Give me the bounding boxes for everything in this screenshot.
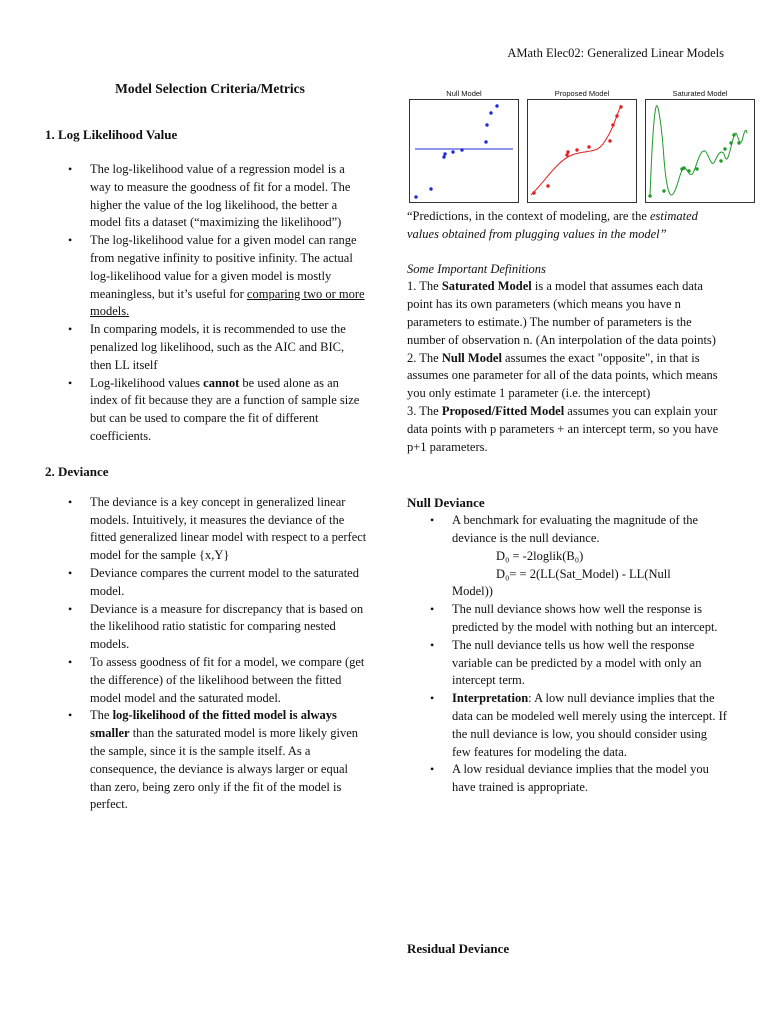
left-column xyxy=(45,78,367,814)
definition-text: assumes the exact "opposite", in that is assumes one parameter for all of the data points, which means you only estimate 1 parameter (i.e. the intercept) xyxy=(407,350,718,401)
list-item xyxy=(90,321,367,374)
list-item-text: The log-likelihood value for a given model can range from negative infinity to positive infinity. The actual log-likelihood value for a given model is mostly meaningless, but it’s useful for xyxy=(90,233,357,301)
data-point xyxy=(719,159,722,162)
definition-proposed xyxy=(407,403,727,456)
formula-line: D₀ = -2loglik(B₀) xyxy=(496,548,584,563)
list-item xyxy=(90,601,367,654)
formula-line: D₀= = 2(LL(Sat_Model) - LL(Null xyxy=(496,566,671,581)
definition-null xyxy=(407,350,727,403)
data-point xyxy=(451,150,454,153)
list-item xyxy=(90,494,367,565)
data-point xyxy=(565,153,568,156)
figure-title: Saturated Model xyxy=(672,89,728,98)
null-deviance-heading: Null Deviance xyxy=(407,495,485,511)
list-item-text: : A low null deviance implies that the data can be modeled well merely using the intercept. If the null deviance is low, you should consider using few features for modeling the data. xyxy=(452,691,727,759)
right-column xyxy=(407,88,727,797)
section-heading-deviance: 2. Deviance xyxy=(45,463,109,479)
data-point xyxy=(732,133,735,136)
data-point xyxy=(648,194,651,197)
definition-text: 3. The xyxy=(407,403,442,418)
data-point xyxy=(414,195,417,198)
list-item-text: The xyxy=(90,708,113,723)
list-item-text: be used alone as an index of fit because they are a function of sample size but can be used to compare the fit of different coefficients. xyxy=(90,375,360,443)
data-point xyxy=(566,150,569,153)
list-item xyxy=(452,601,727,637)
section-heading-log-likelihood: 1. Log Likelihood Value xyxy=(45,127,178,142)
data-point xyxy=(662,189,665,192)
residual-deviance-heading: Residual Deviance xyxy=(407,941,510,956)
bold-text: Proposed/Fitted Model xyxy=(441,403,565,418)
data-point xyxy=(695,167,698,170)
data-point xyxy=(489,111,492,114)
bold-text: Interpretation xyxy=(452,691,529,706)
list-item-text: The null deviance tells us how well the response variable can be predicted by a model with only an intercept term. xyxy=(452,637,702,688)
list-item xyxy=(452,637,727,690)
data-point xyxy=(484,140,487,143)
definition-saturated xyxy=(407,278,727,349)
model-figures xyxy=(409,88,727,203)
formula-continuation: Model)) xyxy=(452,584,493,599)
data-point xyxy=(682,166,685,169)
list-item xyxy=(90,232,367,321)
definition-text: 1. The xyxy=(407,279,442,294)
data-point xyxy=(608,139,611,142)
quote-text: “Predictions, in the context of modeling, are the xyxy=(407,209,650,223)
list-item xyxy=(90,707,367,814)
data-point xyxy=(619,105,622,108)
quote-italic-text: estimated values obtained from plugging values in the model” xyxy=(407,209,698,241)
figure-title: Null Model xyxy=(446,89,482,98)
list-item-text: The deviance is a key concept in generalized linear models. Intuitively, it measures the deviance of the fitted generalized linear model with respect to a perfect model for the sample {x,Y} xyxy=(90,494,367,563)
list-item-text: The log-likelihood value of a regression model is a way to measure the goodness of fit for a model. The higher the value of the log likelihood, the better a model fits a dataset (“maximizing the likelihood”) xyxy=(90,162,351,230)
list-item-text: A benchmark for evaluating the magnitude of the deviance is the null deviance. xyxy=(452,513,699,545)
plot-frame xyxy=(528,100,637,203)
list-item-text: In comparing models, it is recommended to use the penalized log likelihood, such as the AIC and BIC, then LL itself xyxy=(90,322,346,372)
definition-text: is a model that assumes each data point has its own parameters (which means you have n parameters to estimate.) The number of parameters is the number of observation n. (An interpolation of the data points) xyxy=(407,279,716,347)
definitions-heading: Some Important Definitions xyxy=(407,261,546,276)
data-point xyxy=(687,169,690,172)
plot-frame xyxy=(410,100,519,203)
bold-text: cannot xyxy=(203,375,240,390)
definition-text: assumes you can explain your data points with p parameters + an intercept term, so you have p+1 parameters. xyxy=(407,403,719,454)
list-item-text: Log-likelihood values xyxy=(90,375,204,390)
list-item xyxy=(90,375,367,446)
underlined-text: comparing two or more models. xyxy=(90,286,365,319)
data-point xyxy=(495,104,498,107)
data-point xyxy=(546,184,549,187)
list-item-text: Deviance is a measure for discrepancy that is based on the likelihood ratio statistic for comparing nested models. xyxy=(90,601,364,652)
data-point xyxy=(615,114,618,117)
data-point xyxy=(443,152,446,155)
data-point xyxy=(587,145,590,148)
deviance-list xyxy=(45,494,367,814)
list-item xyxy=(90,654,367,707)
null-model-plot xyxy=(409,99,519,203)
proposed-model-plot xyxy=(527,99,637,203)
list-item xyxy=(452,690,727,761)
figure-title: Proposed Model xyxy=(554,89,610,98)
data-point xyxy=(723,147,726,150)
definition-text: 2. The xyxy=(407,350,442,365)
data-point xyxy=(737,141,740,144)
list-item-text: than the saturated model is more likely given the sample, since it is the sample itself. As a consequence, the deviance is always larger or equal than zero, being zero only if the fit of the model is perfect. xyxy=(90,726,358,812)
list-item-text: The null deviance shows how well the response is predicted by the model with nothing but an intercept. xyxy=(452,602,718,634)
running-header: AMath Elec02: Generalized Linear Models xyxy=(507,46,724,60)
data-point xyxy=(429,187,432,190)
saturated-model-figure xyxy=(645,88,755,203)
list-item xyxy=(452,512,727,601)
data-point xyxy=(460,148,463,151)
data-point xyxy=(729,141,732,144)
data-point xyxy=(575,148,578,151)
saturated-model-plot xyxy=(645,99,755,203)
null-model-figure xyxy=(409,88,519,203)
data-point xyxy=(611,123,614,126)
plot-frame xyxy=(646,100,755,203)
log-likelihood-list xyxy=(45,161,367,446)
list-item-text: A low residual deviance implies that the model you have trained is appropriate. xyxy=(452,762,709,795)
bold-text: Null Model xyxy=(441,350,502,365)
bold-text: Saturated Model xyxy=(441,279,532,294)
page-title: Model Selection Criteria/Metrics xyxy=(115,81,305,96)
data-point xyxy=(442,155,445,158)
data-point xyxy=(485,123,488,126)
list-item xyxy=(90,161,367,232)
list-item xyxy=(452,761,727,797)
bold-text: log-likelihood of the fitted model is always smaller xyxy=(90,708,337,741)
list-item xyxy=(90,565,367,601)
list-item-text: To assess goodness of fit for a model, we compare (get the difference) of the likelihood between the fitted model model and the saturated model. xyxy=(90,654,365,705)
data-point xyxy=(532,191,535,194)
proposed-model-figure xyxy=(527,88,637,203)
predictions-quote xyxy=(407,208,727,244)
list-item-text: Deviance compares the current model to the saturated model. xyxy=(90,565,359,598)
null-deviance-list xyxy=(407,512,727,797)
